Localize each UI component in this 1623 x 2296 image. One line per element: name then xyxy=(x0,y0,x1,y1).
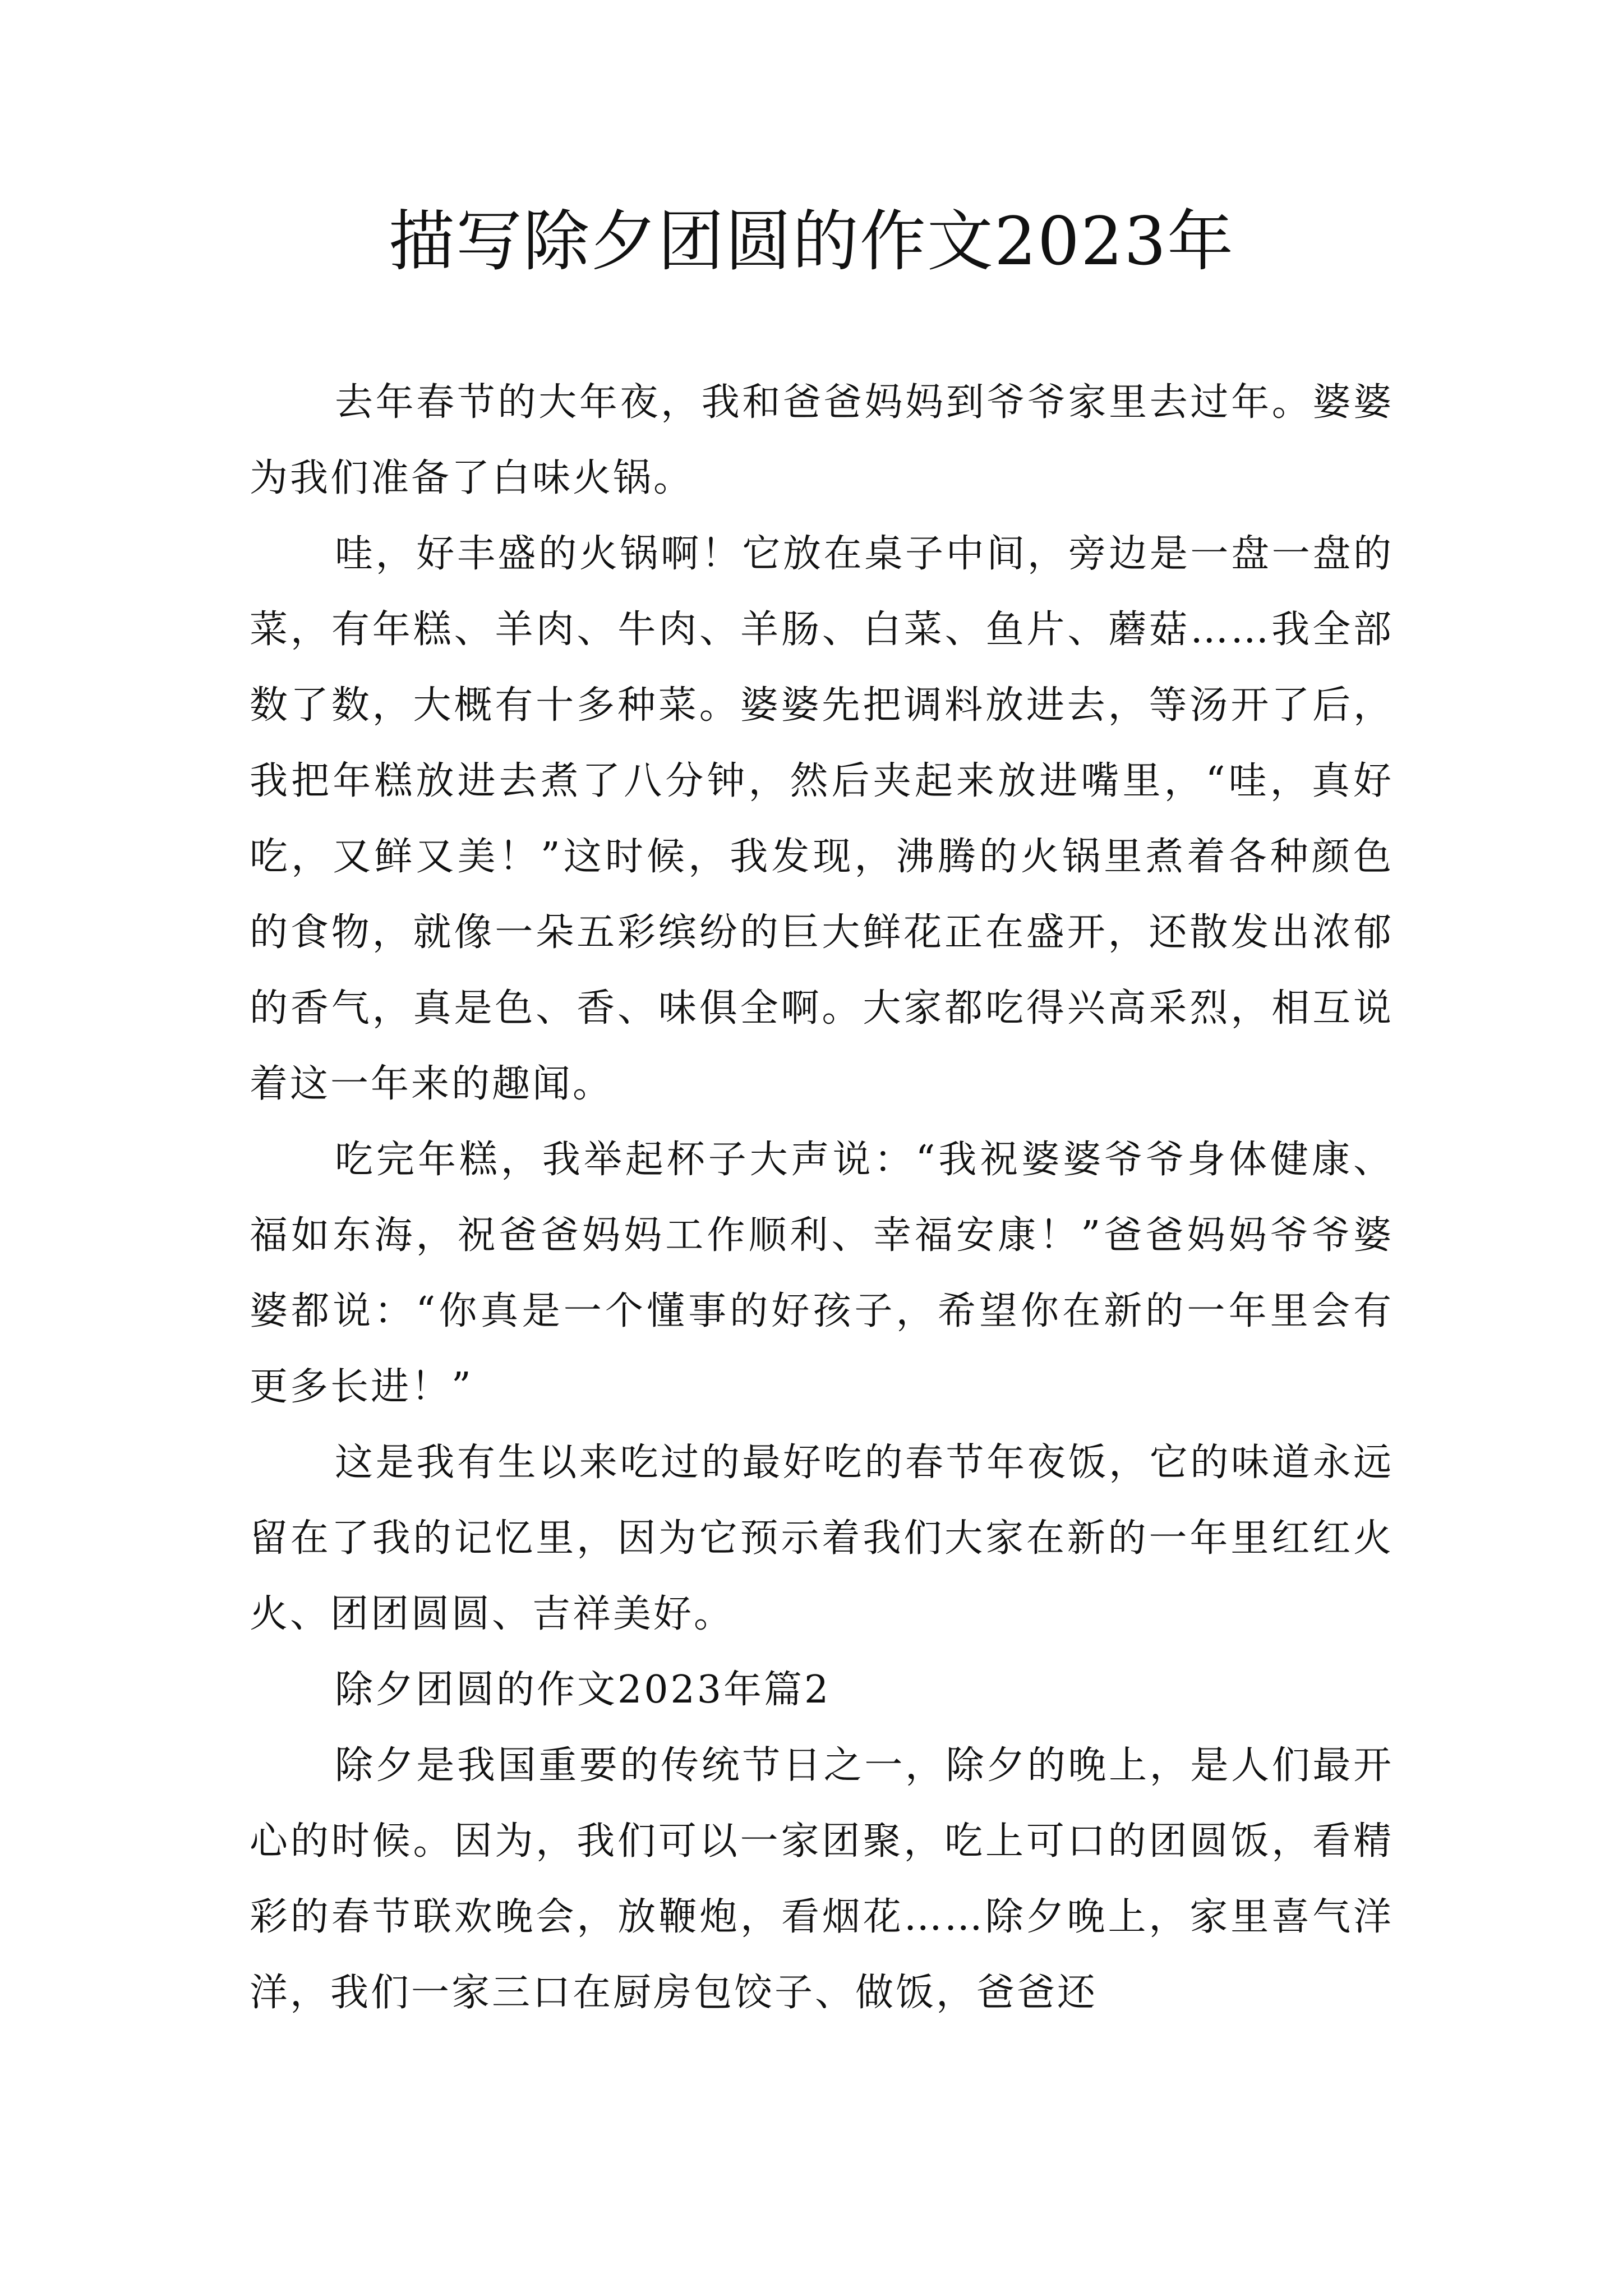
paragraph-1: 去年春节的大年夜，我和爸爸妈妈到爷爷家里去过年。婆婆为我们准备了白味火锅。 xyxy=(250,380,1394,500)
paragraph-5: 除夕是我国重要的传统节日之一，除夕的晚上，是人们最开心的时候。因为，我们可以一家团聚，吃上可口的团圆饭，看精彩的春节联欢晚会，放鞭炮，看烟花……除夕晚上，家里喜气洋洋，我们一家三口在厨房包饺子、做饭，爸爸还 xyxy=(250,1743,1394,2015)
document-title: 描写除夕团圆的作文2023年 xyxy=(388,203,1235,280)
paragraph-2: 哇，好丰盛的火锅啊！它放在桌子中间，旁边是一盘一盘的菜，有年糕、羊肉、牛肉、羊肠、白菜、鱼片、蘑菇……我全部数了数，大概有十多种菜。婆婆先把调料放进去，等汤开了后，我把年糕放进去煮了八分钟，然后夹起来放进嘴里，“哇，真好吃，又鲜又美！”这时候，我发现，沸腾的火锅里煮着各种颜色的食物，就像一朵五彩缤纷的巨大鲜花正在盛开，还散发出浓郁的香气，真是色、香、味俱全啊。大家都吃得兴高采烈，相互说着这一年来的趣闻。 xyxy=(250,532,1394,1106)
section-heading: 除夕团圆的作文2023年篇2 xyxy=(335,1668,831,1712)
paragraph-3: 吃完年糕，我举起杯子大声说：“我祝婆婆爷爷身体健康、福如东海，祝爸爸妈妈工作顺利、幸福安康！”爸爸妈妈爷爷婆婆都说：“你真是一个懂事的好孩子，希望你在新的一年里会有更多长进！” xyxy=(250,1138,1394,1409)
paragraph-4: 这是我有生以来吃过的最好吃的春节年夜饭，它的味道永远留在了我的记忆里，因为它预示着我们大家在新的一年里红红火火、团团圆圆、吉祥美好。 xyxy=(250,1441,1394,1636)
document-body xyxy=(250,365,1394,2031)
